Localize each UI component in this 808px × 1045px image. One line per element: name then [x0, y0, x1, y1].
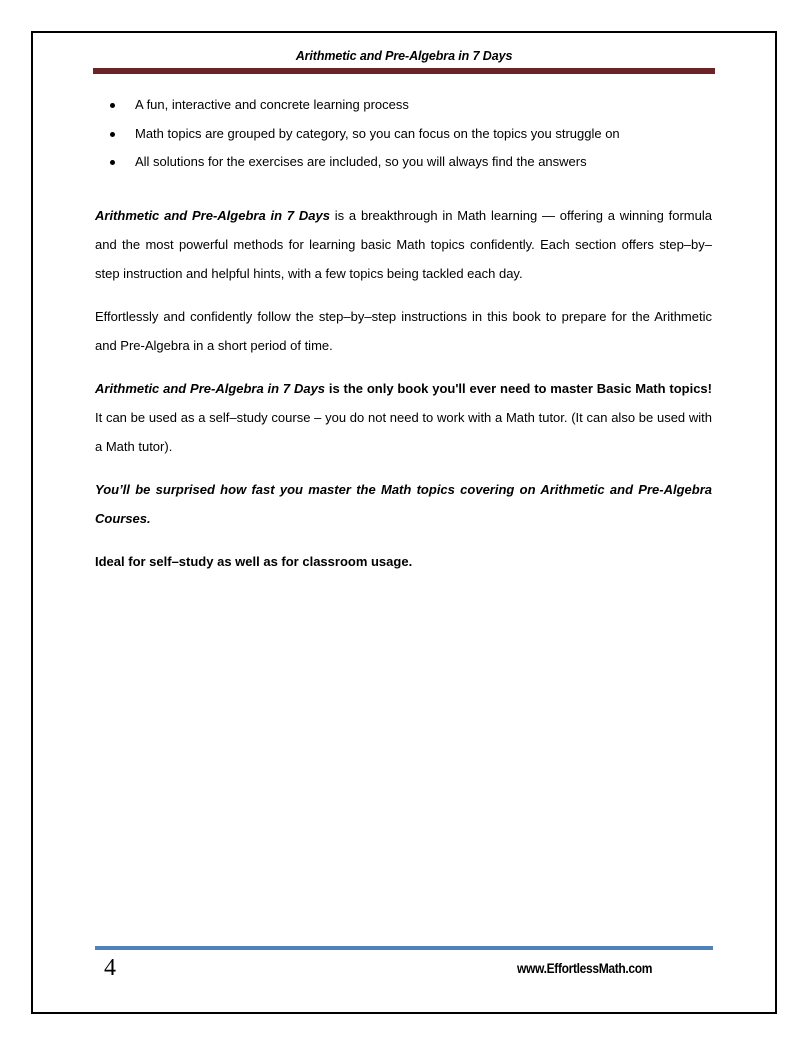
only-book-paragraph	[95, 374, 712, 461]
header-rule	[93, 68, 715, 74]
bold-claim: is the only book you'll ever need to master Basic Math topics!	[325, 380, 712, 396]
bullet-text: All solutions for the exercises are included, so you will always find the answers	[135, 154, 587, 169]
running-header-title: Arithmetic and Pre-Algebra in 7 Days	[295, 49, 513, 63]
paragraph-text: You’ll be surprised how fast you master the Math topics covering on Arithmetic and Pre-Algebra Courses.	[95, 481, 712, 526]
paragraph-text: It can be used as a self–study course – you do not need to work with a Math tutor. (It can also be used with a Math tutor).	[95, 409, 712, 454]
page-content	[95, 94, 712, 576]
footer-website-url: www.EffortlessMath.com	[517, 960, 653, 976]
bullet-text: Math topics are grouped by category, so you can focus on the topics you struggle on	[135, 125, 620, 141]
ideal-usage-paragraph	[95, 547, 712, 576]
bullet-dot-icon	[110, 132, 115, 137]
footer-rule	[95, 946, 713, 950]
paragraph-text: is a breakthrough in Math learning — offering a winning formula and the most powerful methods for learning basic Math topics confidently. Each section offers step–by–step instruction and helpful hints, with a few topics being tackled each day.	[95, 207, 712, 281]
book-title-emphasis: Arithmetic and Pre-Algebra in 7 Days	[95, 207, 330, 223]
bullet-item	[95, 151, 712, 180]
page-number: 4	[104, 955, 116, 981]
bullet-item	[95, 123, 712, 152]
paragraph-text: Ideal for self–study as well as for classroom usage.	[95, 553, 413, 569]
bullet-dot-icon	[110, 160, 115, 165]
surprise-paragraph	[95, 475, 712, 533]
feature-bullet-list	[95, 94, 712, 180]
bullet-item	[95, 94, 712, 123]
book-title-emphasis: Arithmetic and Pre-Algebra in 7 Days	[95, 380, 326, 396]
bullet-dot-icon	[110, 103, 115, 108]
bullet-text: A fun, interactive and concrete learning process	[135, 97, 409, 112]
intro-paragraph	[95, 201, 712, 288]
paragraph-text: Effortlessly and confidently follow the step–by–step instructions in this book to prepare for the Arithmetic and Pre-Algebra in a short period of time.	[95, 308, 712, 353]
instructions-paragraph	[95, 302, 712, 360]
